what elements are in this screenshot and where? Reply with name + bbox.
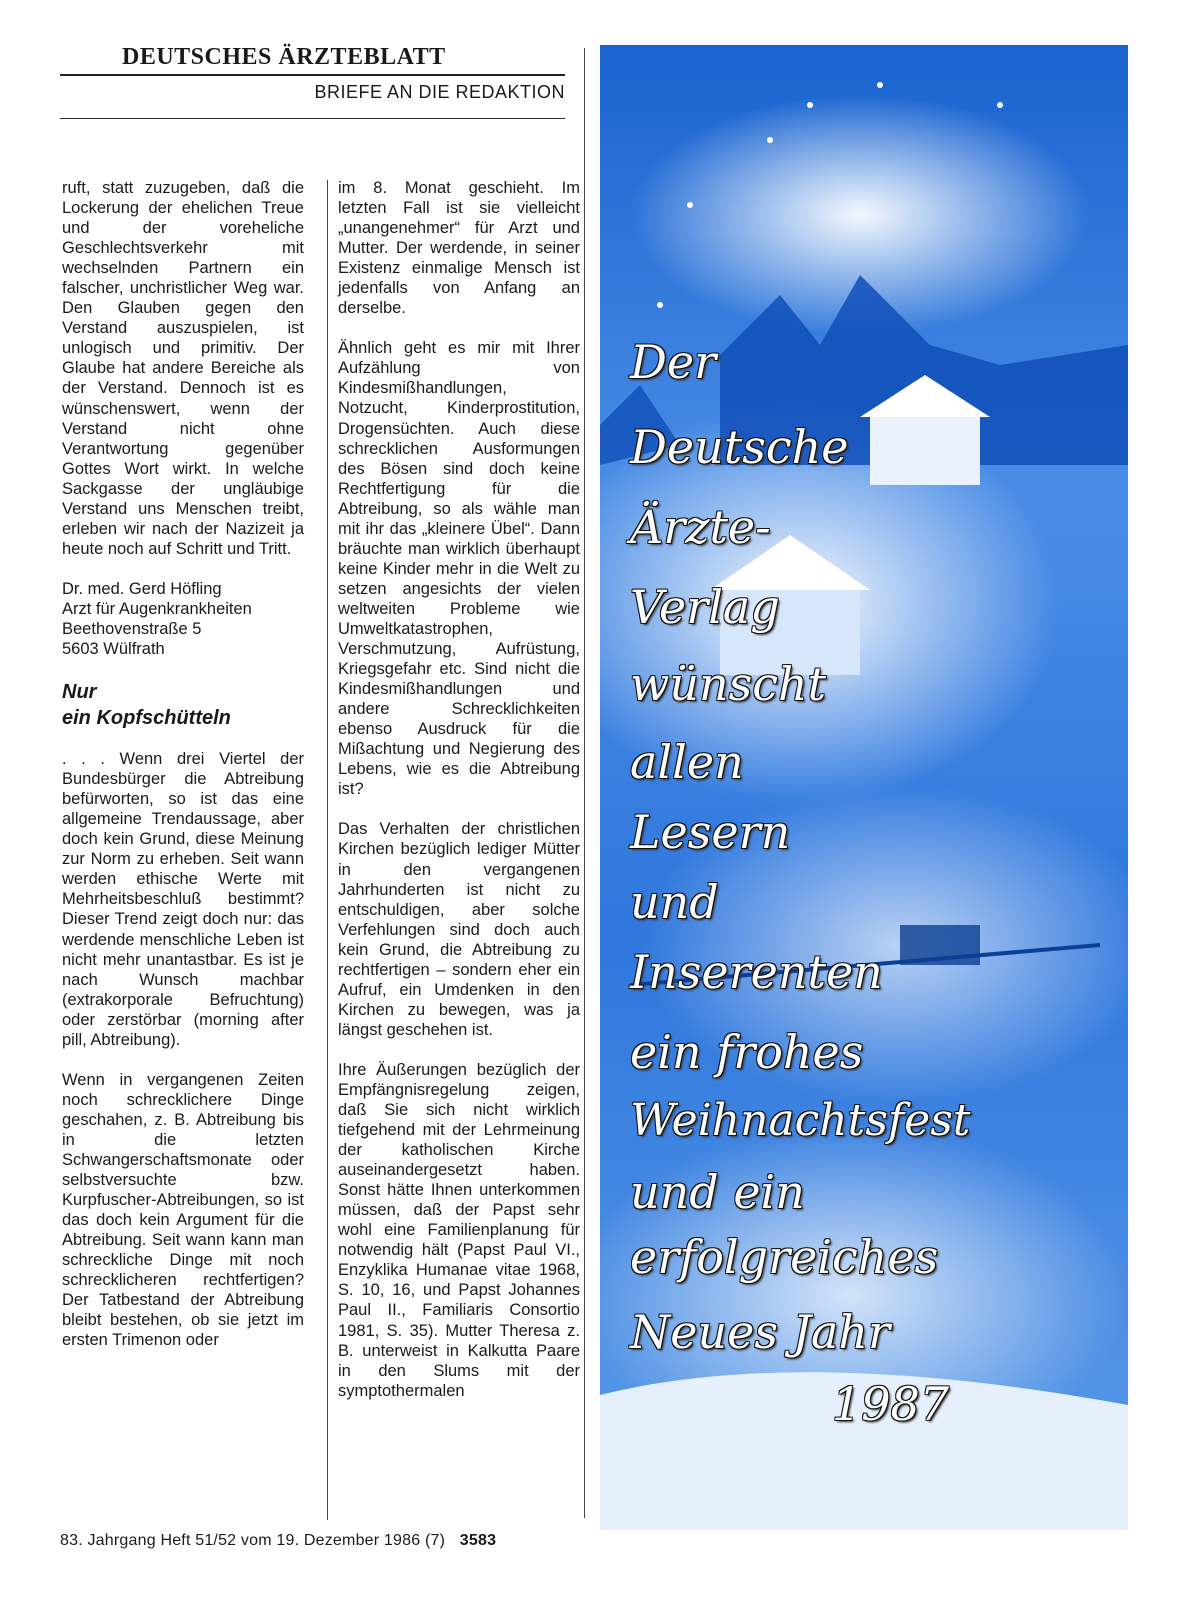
greeting-line: ein frohes xyxy=(630,1025,864,1079)
author-name: Dr. med. Gerd Höfling xyxy=(62,579,222,598)
greeting-line: Deutsche xyxy=(630,420,849,474)
greeting-line: allen xyxy=(630,735,744,789)
author-title: Arzt für Augenkrankheiten xyxy=(62,599,252,618)
paragraph: Ihre Äußerungen bezüglich der Empfängnisregelung zeigen, daß Sie sich nicht wirklich tiefgehend mit der Lehrmeinung der katholischen Kirche auseinandergesetzt haben. Sonst hätte Ihnen unterkommen müssen, daß der Papst sehr wohl eine Familienplanung für notwendig hält (Papst Paul VI., Enzyklika Humanae vitae 1968, S. 10, 16, und Papst Johannes Paul II., Familiaris Consortio 1981, S. 35). Mutter Theresa z. B. unterweist in Kalkutta Paare in den Slums mit der symptothermalen xyxy=(338,1060,580,1400)
paragraph: Das Verhalten der christlichen Kirchen bezüglich lediger Mütter in den vergangenen Jahrhunderten ist nicht zu entschuldigen, aber solche Verfehlungen sind doch auch kein Grund, die Abtreibung zu rechtfertigen – sondern eher ein Aufruf, ein Umdenken in den Kirchen zu bewegen, was ja längst geschehen ist. xyxy=(338,820,580,1039)
paragraph: ruft, statt zuzugeben, daß die Lockerung der ehelichen Treue und der voreheliche Geschlechtsverkehr mit wechselnden Partnern ein falscher, unchristlicher Weg war. Den Glauben gegen den Verstand auszuspielen, ist unlogisch und primitiv. Der Glaube hat andere Bereiche als der Verstand. Dennoch ist es wünschenswert, wenn der Verstand nicht ohne Verantwortung gegenüber Gottes Wort wirkt. In welche Sackgasse der ungläubige Verstand uns Menschen treibt, erleben wir nach der Nazizeit ja heute noch auf Schritt und Tritt. xyxy=(62,179,304,558)
greeting-line: Der xyxy=(630,335,717,389)
page-number: 3583 xyxy=(459,1532,497,1549)
heading-line: Nur xyxy=(62,681,97,704)
masthead xyxy=(60,40,565,76)
greeting-line: erfolgreiches xyxy=(630,1230,939,1284)
christmas-greeting-illustration xyxy=(600,45,1128,1530)
greeting-line: und ein xyxy=(630,1165,805,1219)
section-title: BRIEFE AN DIE REDAKTION xyxy=(314,82,565,102)
paragraph: Ähnlich geht es mir mit Ihrer Aufzählung von Kindesmißhandlungen, Notzucht, Kinderprostitution, Drogensüchten. Auch diese schrecklichen Ausformungen des Bösen sind doch keine Rechtfertigung für die Abtreibung, so als wähle man mit ihr das „kleinere Übel“. Dann bräuchte man wirklich überhaupt keine Kinder mehr in die Welt zu setzen angesichts der vielen weltweiten Probleme wie Umweltkatastrophen, Verschmutzung, Aufrüstung, Kriegsgefahr etc. Sind nicht die Kindesmißhandlungen und andere Schrecklichkeiten ebenso Ausdruck für die Mißachtung und Negierung des Lebens, wie es die Abtreibung ist? xyxy=(338,339,580,799)
greeting-line: Inserenten xyxy=(630,945,883,999)
greeting-line: Verlag xyxy=(630,580,780,634)
paragraph: Wenn in vergangenen Zeiten noch schrecklichere Dinge geschahen, z. B. Abtreibung bis in die letzten Schwangerschaftsmonate oder selbstversuchte bzw. Kurpfuscher-Abtreibungen, so ist das doch kein Argument für die Abtreibung. Seit wann kann man schreckliche Dinge mit noch schrecklicheren rechtfertigen? Der Tatbestand der Abtreibung bleibt bestehen, ob sie jetzt im ersten Trimenon oder xyxy=(62,1070,304,1350)
text-column-1 xyxy=(62,178,304,1370)
greeting-line: Weihnachtsfest xyxy=(630,1095,971,1146)
author-city: 5603 Wülfrath xyxy=(62,640,165,659)
greeting-line: Neues Jahr xyxy=(630,1305,891,1359)
header-rule xyxy=(60,118,565,119)
paragraph: im 8. Monat geschieht. Im letzten Fall ist sie vielleicht „unangenehmer“ für Arzt und Mutter. Der werdende, in seiner Existenz einmalige Mensch ist jedenfalls von Anfang an derselbe. xyxy=(338,179,580,318)
greeting-line: und xyxy=(630,875,719,929)
author-street: Beethovenstraße 5 xyxy=(62,619,202,638)
text-column-2 xyxy=(338,178,580,1421)
art-divider xyxy=(584,48,585,1518)
greeting-line: wünscht xyxy=(630,657,827,711)
journal-title: DEUTSCHES ÄRZTEBLATT xyxy=(122,44,446,70)
column-divider xyxy=(327,180,328,1520)
greeting-text xyxy=(600,45,1128,1530)
article-heading xyxy=(62,679,304,731)
page-footer xyxy=(60,1532,496,1550)
heading-line: ein Kopfschütteln xyxy=(62,707,231,730)
greeting-line: Ärzte- xyxy=(630,500,771,554)
greeting-year: 1987 xyxy=(832,1377,950,1431)
issue-info: 83. Jahrgang Heft 51/52 vom 19. Dezember 1986 (7) xyxy=(60,1532,446,1549)
paragraph: . . . Wenn drei Viertel der Bundesbürger die Abtreibung befürworten, so ist das eine allgemeine Trendaussage, aber doch kein Grund, diese Meinung zur Norm zu erheben. Seit wann werden ethische Werte mit Mehrheitsbeschluß bestimmt? Dieser Trend zeigt doch nur: das werdende menschliche Leben ist nicht mehr unantastbar. Es ist je nach Wunsch machbar (extrakorporale Befruchtung) oder zerstörbar (morning after pill, Abtreibung). xyxy=(62,750,304,1049)
greeting-line: Lesern xyxy=(630,805,791,859)
author-block xyxy=(62,579,304,659)
